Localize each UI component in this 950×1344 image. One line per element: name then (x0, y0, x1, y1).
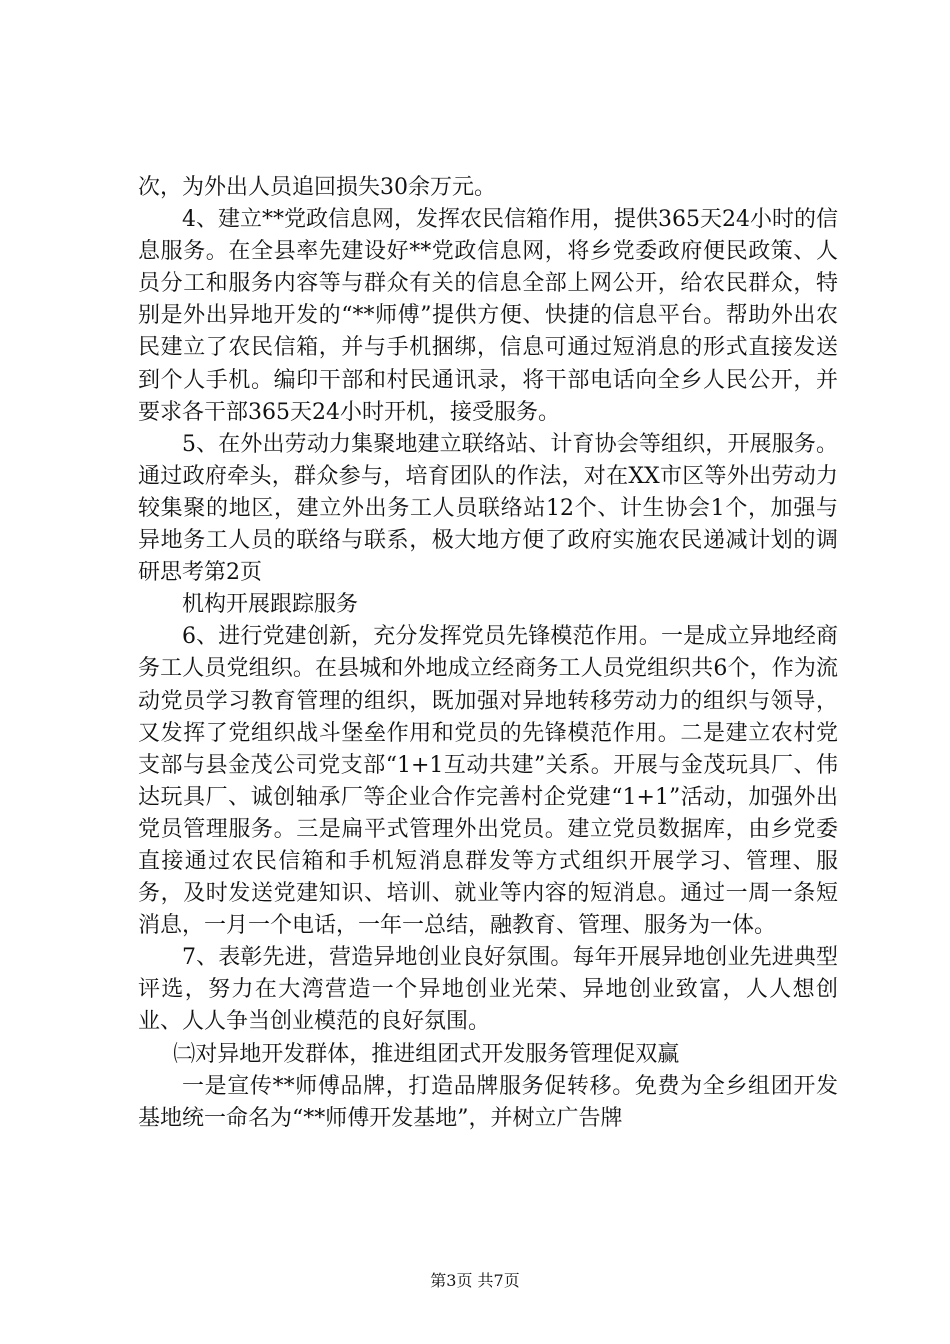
paragraph-first-measure: 一是宣传**师傅品牌，打造品牌服务促转移。免费为全乡组团开发基地统一命名为“**师傅开发基地”，并树立广告牌 (138, 1073, 838, 1131)
paragraph-item-6: 6、进行党建创新，充分发挥党员先锋模范作用。一是成立异地经商务工人员党组织。在县城和外地成立经商务工人员党组织共6个，作为流动党员学习教育管理的组织，既加强对异地转移劳动力的组织与领导，又发挥了党组织战斗堡垒作用和党员的先锋模范作用。二是建立农村党支部与县金茂公司党支部“1+1互动共建”关系。开展与金茂玩具厂、伟达玩具厂、诚创轴承厂等企业合作完善村企党建“1+1”活动，加强外出党员管理服务。三是扁平式管理外出党员。建立党员数据库，由乡党委直接通过农民信箱和手机短消息群发等方式组织开展学习、管理、服务，及时发送党建知识、培训、就业等内容的短消息。通过一周一条短消息，一月一个电话，一年一总结，融教育、管理、服务为一体。 (138, 624, 838, 939)
section-heading-2: ㈡对异地开发群体，推进组团式开发服务管理促双赢 (173, 1041, 680, 1067)
paragraph-item-7: 7、表彰先进，营造异地创业良好氛围。每年开展异地创业先进典型评选，努力在大湾营造一个异地创业光荣、异地创业致富，人人想创业、人人争当创业模范的良好氛围。 (138, 945, 838, 1035)
document-body (138, 172, 838, 1135)
paragraph-item-5: 5、在外出劳动力集聚地建立联络站、计育协会等组织，开展服务。通过政府牵头，群众参与，培育团队的作法，对在XX市区等外出劳动力较集聚的地区，建立外出务工人员联络站12个、计生协会1个，加强与异地务工人员的联络与联系，极大地方便了政府实施农民递减计划的调研思考第2页 (138, 431, 838, 586)
page-footer: 第3页 共7页 (430, 1271, 520, 1290)
paragraph-item-4: 4、建立**党政信息网，发挥农民信箱作用，提供365天24小时的信息服务。在全县率先建设好**党政信息网，将乡党委政府便民政策、人员分工和服务内容等与群众有关的信息全部上网公开，给农民群众，特别是外出异地开发的“**师傅”提供方便、快捷的信息平台。帮助外出农民建立了农民信箱，并与手机捆绑，信息可通过短消息的形式直接发送到个人手机。编印干部和村民通讯录，将干部电话向全乡人民公开，并要求各干部365天24小时开机，接受服务。 (138, 207, 838, 425)
paragraph-continuation: 次，为外出人员追回损失30余万元。 (138, 175, 496, 200)
paragraph-fragment: 机构开展跟踪服务 (182, 592, 359, 618)
